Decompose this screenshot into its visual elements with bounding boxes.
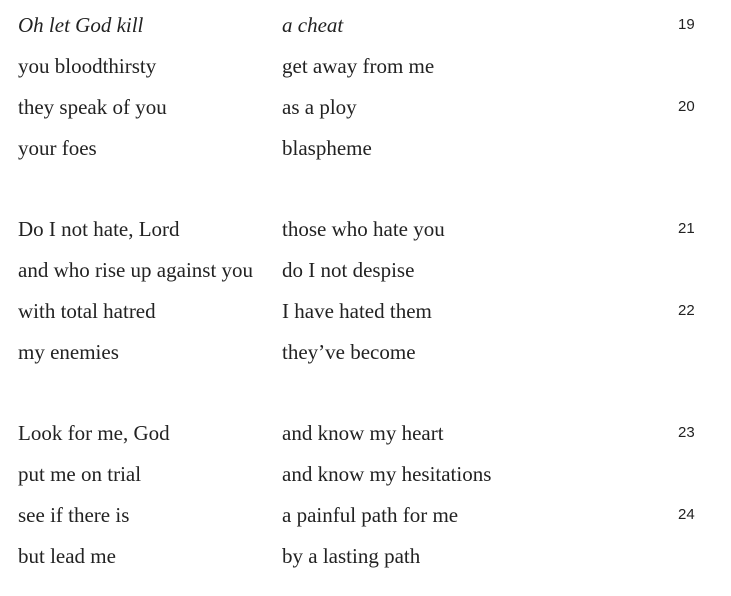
line-right-text: those who hate you bbox=[282, 217, 445, 241]
line-right-text: I have hated them bbox=[282, 299, 432, 323]
line-left-text: but lead me bbox=[18, 544, 116, 568]
verse-number: 24 bbox=[678, 506, 695, 523]
line-left-text: they speak of you bbox=[18, 95, 167, 119]
line-right-text: by a lasting path bbox=[282, 544, 421, 568]
poem-line bbox=[0, 502, 731, 543]
poem-line bbox=[0, 135, 731, 176]
line-left-text: Oh let God kill bbox=[18, 13, 144, 37]
line-left-text: with total hatred bbox=[18, 299, 156, 323]
poem-line bbox=[0, 420, 731, 461]
verse-number: 21 bbox=[678, 220, 695, 237]
verse-number: 19 bbox=[678, 16, 695, 33]
stanza-3 bbox=[0, 420, 731, 584]
poem-line bbox=[0, 543, 731, 584]
line-left-text: you bloodthirsty bbox=[18, 54, 157, 78]
poem-line bbox=[0, 257, 731, 298]
line-left-text: your foes bbox=[18, 136, 97, 160]
line-left-text: put me on trial bbox=[18, 462, 142, 486]
poem-line bbox=[0, 461, 731, 502]
line-left-text: Do I not hate, Lord bbox=[18, 217, 180, 241]
verse-number: 22 bbox=[678, 302, 695, 319]
line-right-text: and know my hesitations bbox=[282, 462, 492, 486]
line-right-text: as a ploy bbox=[282, 95, 357, 119]
poem-line bbox=[0, 94, 731, 135]
line-left-text: my enemies bbox=[18, 340, 119, 364]
stanza-1 bbox=[0, 12, 731, 176]
poem-line bbox=[0, 12, 731, 53]
verse-number: 20 bbox=[678, 98, 695, 115]
poem-line bbox=[0, 216, 731, 257]
poem-line bbox=[0, 53, 731, 94]
line-right-text: get away from me bbox=[282, 54, 435, 78]
line-right-text: blaspheme bbox=[282, 136, 372, 160]
line-left-text: Look for me, God bbox=[18, 421, 170, 445]
poem-line bbox=[0, 298, 731, 339]
stanza-2 bbox=[0, 216, 731, 380]
line-left-text: see if there is bbox=[18, 503, 130, 527]
verse-number: 23 bbox=[678, 424, 695, 441]
line-right-text: and know my heart bbox=[282, 421, 444, 445]
line-right-text: they’ve become bbox=[282, 340, 416, 364]
line-right-text: a painful path for me bbox=[282, 503, 459, 527]
line-right-text: a cheat bbox=[282, 13, 344, 37]
line-right-text: do I not despise bbox=[282, 258, 415, 282]
line-left-text: and who rise up against you bbox=[18, 258, 254, 282]
poem-line bbox=[0, 339, 731, 380]
